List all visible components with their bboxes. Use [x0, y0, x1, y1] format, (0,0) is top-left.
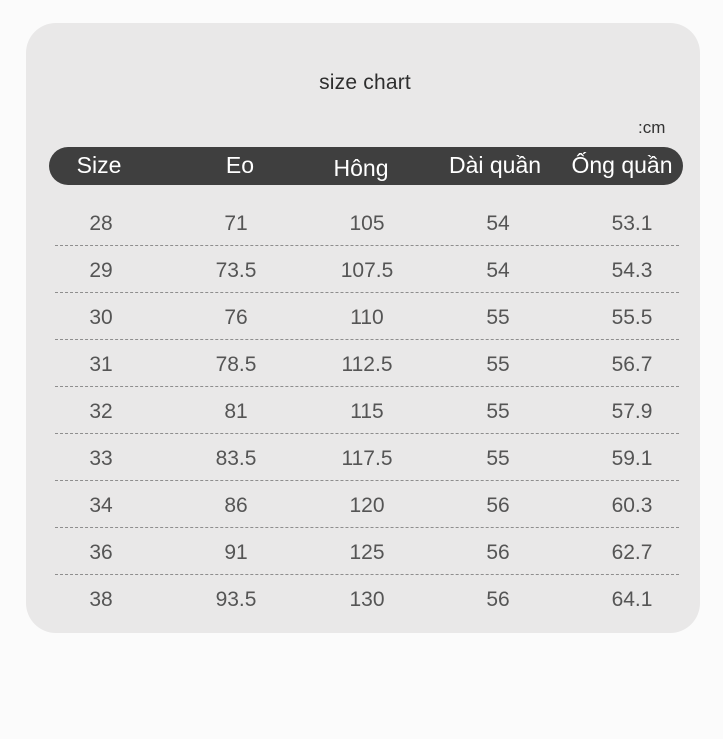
- cell-dai-quan: 55: [486, 400, 510, 423]
- cell-size: 30: [89, 306, 113, 329]
- cell-ong-quan: 53.1: [611, 212, 653, 235]
- cell-hong: 125: [349, 541, 385, 564]
- cell-hong: 117.5: [341, 447, 393, 470]
- cell-ong-quan: 57.9: [611, 400, 653, 423]
- table-row: [0, 541, 723, 588]
- cell-hong: 112.5: [341, 353, 393, 376]
- cell-dai-quan: 55: [486, 447, 510, 470]
- cell-eo: 91: [224, 541, 248, 564]
- table-row: [0, 353, 723, 400]
- cell-ong-quan: 54.3: [611, 259, 653, 282]
- cell-hong: 107.5: [340, 259, 394, 282]
- cell-eo: 93.5: [215, 588, 257, 611]
- cell-ong-quan: 60.3: [611, 494, 653, 517]
- cell-eo: 76: [224, 306, 248, 329]
- cell-dai-quan: 54: [486, 212, 510, 235]
- cell-eo: 78.5: [215, 353, 257, 376]
- table-row: [0, 494, 723, 541]
- cell-size: 38: [89, 588, 113, 611]
- cell-size: 34: [89, 494, 113, 517]
- header-eo: Eo: [225, 152, 255, 178]
- cell-dai-quan: 56: [486, 494, 510, 517]
- cell-size: 29: [89, 259, 113, 282]
- cell-dai-quan: 55: [486, 306, 510, 329]
- cell-eo: 86: [224, 494, 248, 517]
- header-size: Size: [76, 152, 122, 178]
- cell-ong-quan: 64.1: [611, 588, 653, 611]
- header-ong-quan: Ống quần: [571, 152, 673, 178]
- cell-ong-quan: 55.5: [611, 306, 653, 329]
- cell-hong: 130: [349, 588, 385, 611]
- cell-eo: 71: [224, 212, 248, 235]
- cell-eo: 73.5: [215, 259, 257, 282]
- cell-size: 28: [89, 212, 113, 235]
- cell-hong: 120: [349, 494, 385, 517]
- table-row: [0, 588, 723, 635]
- cell-ong-quan: 62.7: [611, 541, 653, 564]
- cell-eo: 83.5: [215, 447, 257, 470]
- cell-size: 31: [89, 353, 113, 376]
- table-row: [0, 259, 723, 306]
- cell-size: 33: [89, 447, 113, 470]
- cell-ong-quan: 56.7: [611, 353, 653, 376]
- cell-size: 32: [89, 400, 113, 423]
- cell-ong-quan: 59.1: [611, 447, 653, 470]
- cell-dai-quan: 55: [486, 353, 510, 376]
- cell-hong: 110: [350, 306, 384, 329]
- table-row: [0, 447, 723, 494]
- unit-label: :cm: [638, 118, 666, 137]
- chart-title: size chart: [319, 71, 411, 94]
- cell-hong: 115: [350, 400, 384, 423]
- header-hong: Hông: [333, 155, 389, 181]
- cell-dai-quan: 56: [486, 541, 510, 564]
- table-row: [0, 306, 723, 353]
- table-row: [0, 212, 723, 259]
- cell-size: 36: [89, 541, 113, 564]
- cell-dai-quan: 54: [486, 259, 510, 282]
- header-dai-quan: Dài quần: [448, 152, 542, 178]
- cell-dai-quan: 56: [486, 588, 510, 611]
- cell-eo: 81: [224, 400, 248, 423]
- table-header: [49, 147, 683, 185]
- table-row: [0, 400, 723, 447]
- cell-hong: 105: [349, 212, 385, 235]
